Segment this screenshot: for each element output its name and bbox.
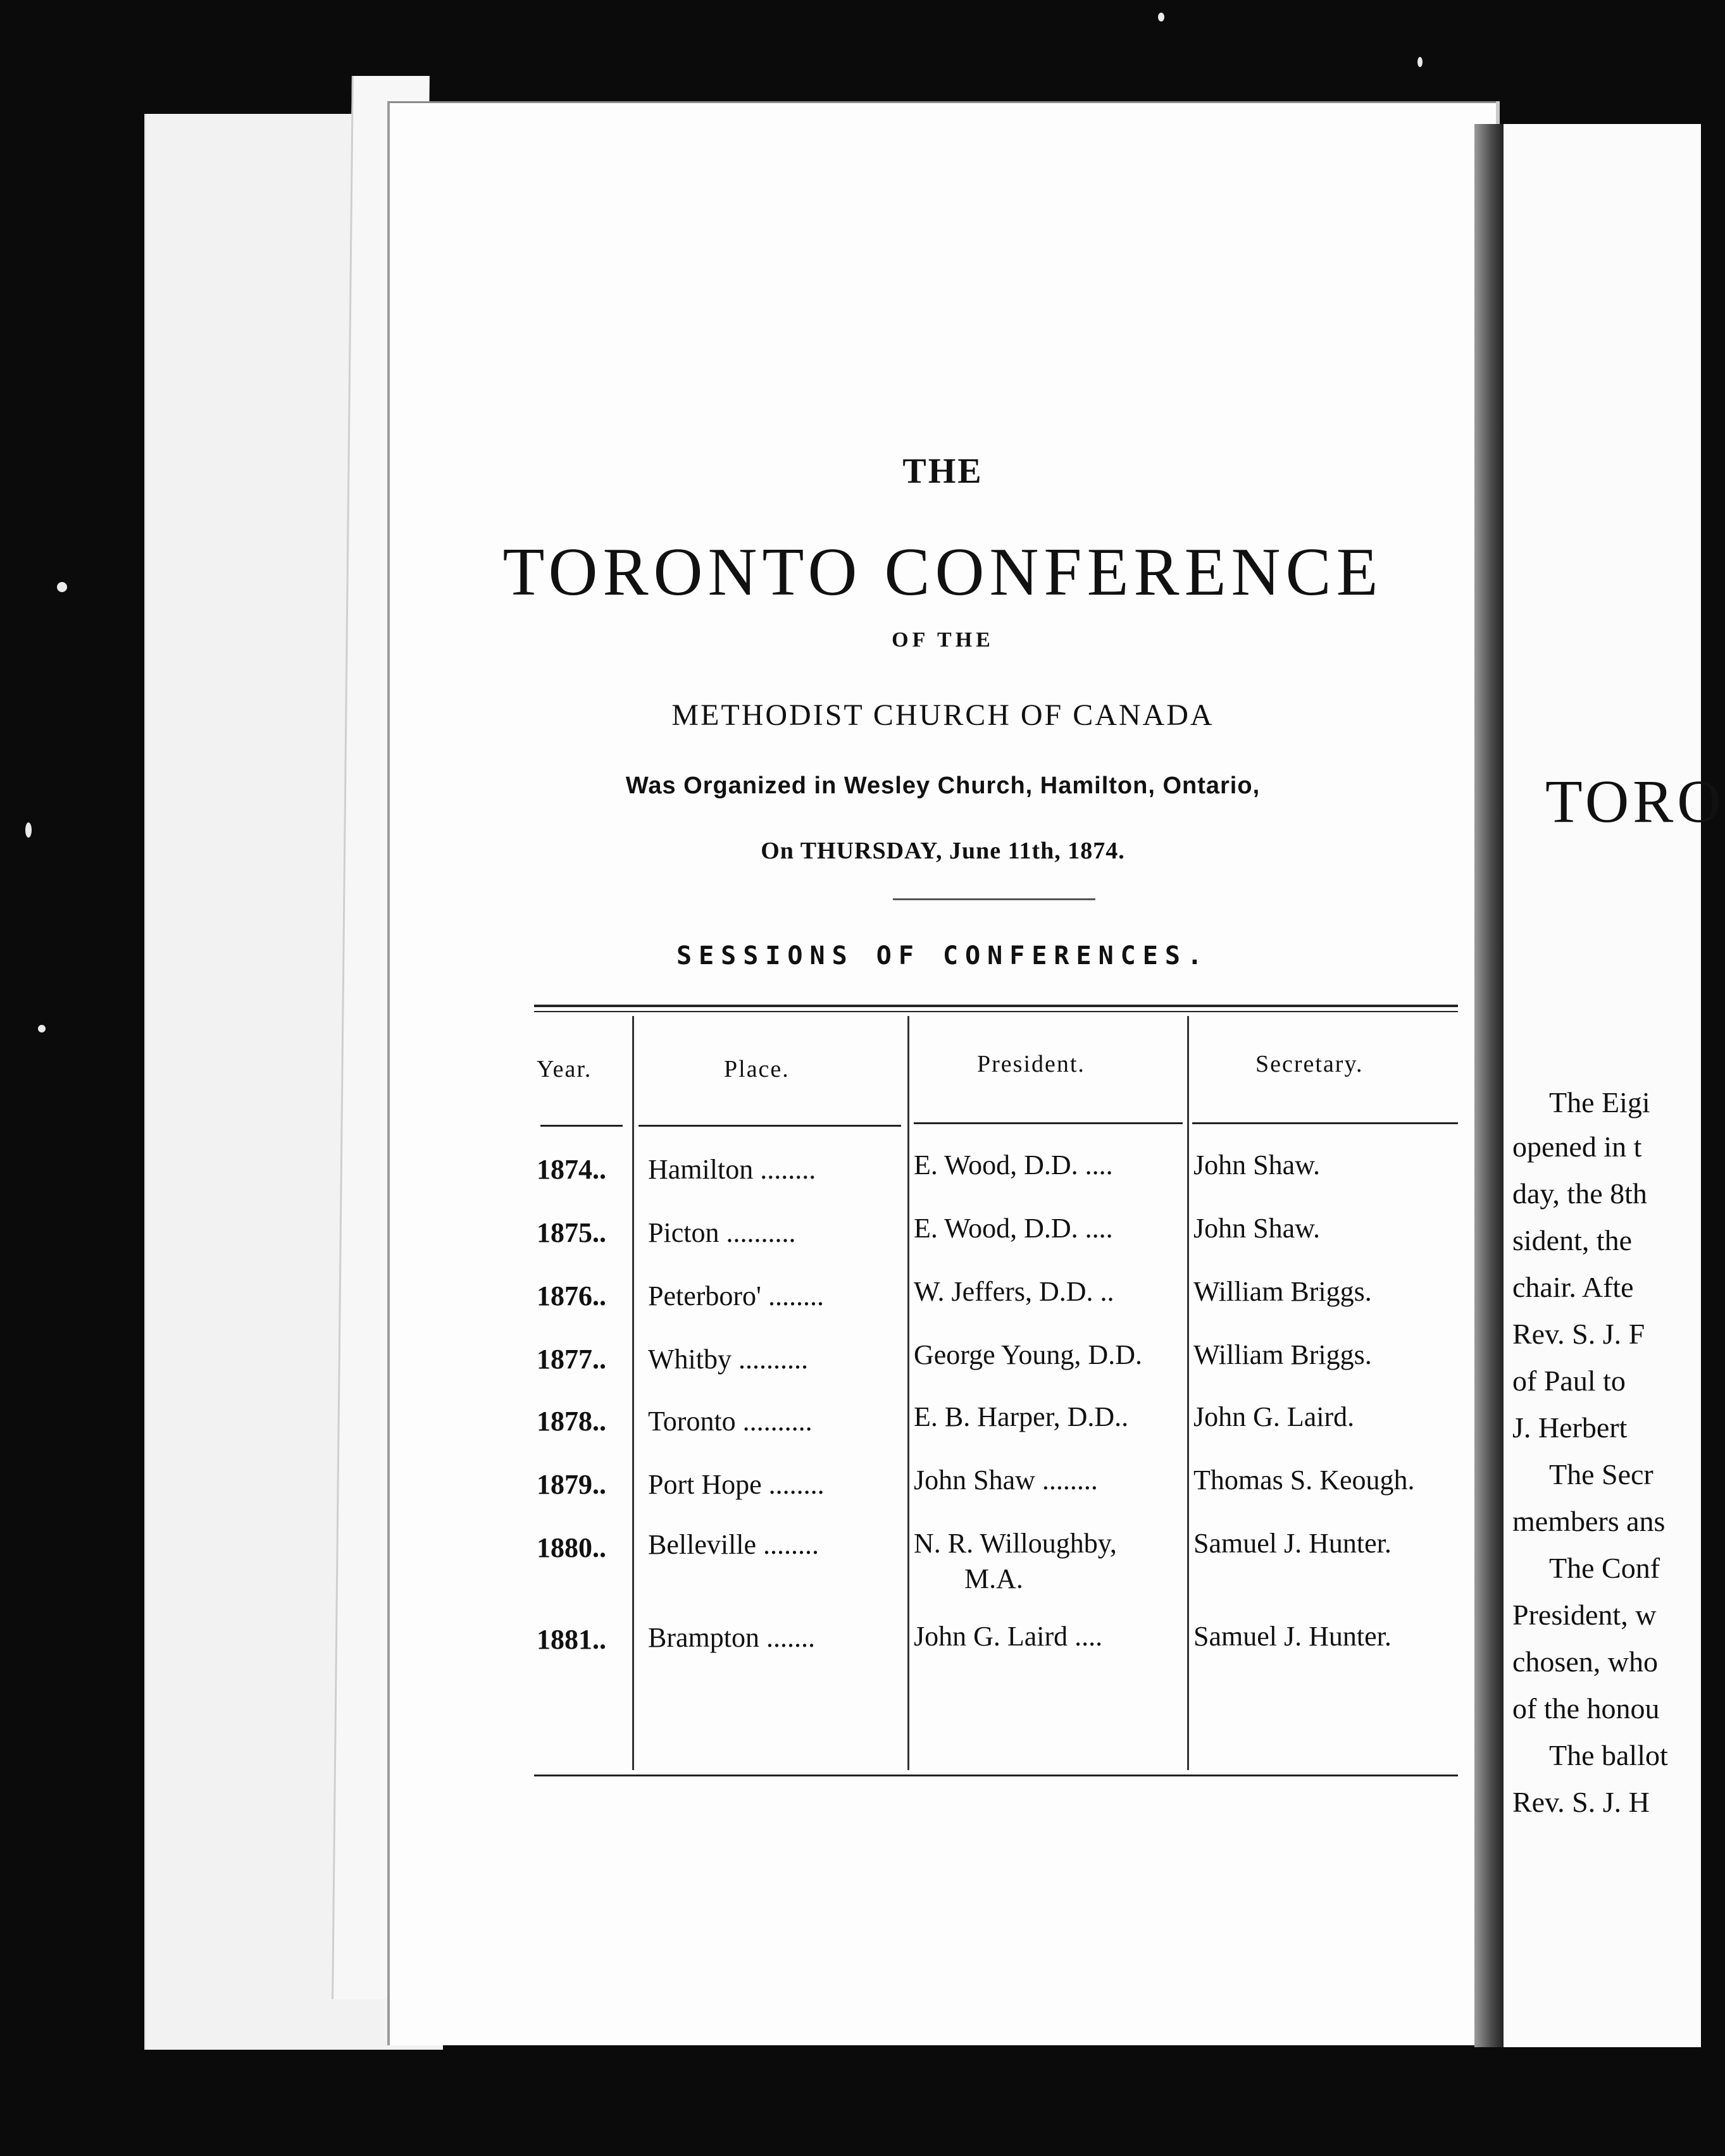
header-underline — [1192, 1122, 1458, 1124]
cell-year: 1881.. — [537, 1624, 606, 1655]
cell-place: Toronto .......... — [648, 1406, 813, 1437]
cell-year: 1879.. — [537, 1469, 606, 1500]
header-place: Place. — [724, 1056, 790, 1082]
header-year: Year. — [537, 1056, 592, 1082]
heading-the: THE — [902, 452, 983, 491]
cell-place: Hamilton ........ — [648, 1154, 816, 1185]
facing-page-line: The Eigi — [1549, 1086, 1650, 1118]
facing-page-line: Rev. S. J. F — [1512, 1318, 1645, 1350]
facing-page-title: TORO — [1545, 767, 1725, 835]
cell-place: Picton .......... — [648, 1217, 796, 1248]
column-divider — [907, 1016, 909, 1770]
sessions-table — [534, 1005, 1458, 1802]
divider — [893, 898, 1095, 900]
column-divider — [1187, 1016, 1189, 1770]
book-gutter — [1474, 124, 1504, 2047]
facing-page-line: of Paul to — [1512, 1365, 1626, 1397]
facing-page-line: Rev. S. J. H — [1512, 1786, 1650, 1818]
cell-president: E. B. Harper, D.D.. — [914, 1401, 1129, 1432]
cell-secretary: John G. Laird. — [1193, 1401, 1355, 1432]
cell-secretary: John Shaw. — [1193, 1213, 1321, 1244]
header-underline — [638, 1125, 901, 1127]
facing-page-line: sident, the — [1512, 1224, 1633, 1256]
cell-secretary: William Briggs. — [1193, 1276, 1372, 1307]
cell-president: John G. Laird .... — [914, 1621, 1103, 1652]
cell-year: 1875.. — [537, 1217, 606, 1248]
cell-president: E. Wood, D.D. .... — [914, 1213, 1113, 1244]
organized-line: Was Organized in Wesley Church, Hamilton, Ontario, — [625, 772, 1261, 799]
cell-place: Port Hope ........ — [648, 1469, 825, 1500]
facing-page-line: J. Herbert — [1512, 1411, 1628, 1444]
cell-year: 1880.. — [537, 1532, 606, 1563]
sessions-heading: SESSIONS OF CONFERENCES. — [676, 941, 1209, 970]
cell-president: George Young, D.D. — [914, 1339, 1142, 1370]
heading-church: METHODIST CHURCH OF CANADA — [671, 698, 1214, 732]
heading-of-the: OF THE — [892, 628, 994, 652]
header-underline — [914, 1122, 1183, 1124]
cell-president: E. Wood, D.D. .... — [914, 1149, 1113, 1180]
facing-page-line: day, the 8th — [1512, 1177, 1647, 1210]
facing-page-line: chair. Afte — [1512, 1271, 1634, 1303]
header-secretary: Secretary. — [1255, 1051, 1364, 1077]
header-president: President. — [977, 1051, 1085, 1077]
facing-page-line: of the honou — [1512, 1692, 1660, 1725]
cell-secretary: John Shaw. — [1193, 1149, 1321, 1180]
cell-year: 1877.. — [537, 1344, 606, 1375]
date-line: On THURSDAY, June 11th, 1874. — [761, 838, 1125, 864]
facing-page — [1504, 124, 1725, 2047]
header-underline — [540, 1125, 623, 1127]
cell-place: Whitby .......... — [648, 1344, 808, 1375]
facing-page-line: chosen, who — [1512, 1645, 1658, 1678]
cell-year: 1874.. — [537, 1154, 606, 1185]
cell-secretary: Samuel J. Hunter. — [1193, 1621, 1392, 1652]
cell-president-line2: M.A. — [964, 1563, 1023, 1594]
cell-president: John Shaw ........ — [914, 1465, 1098, 1496]
facing-page-line: President, w — [1512, 1599, 1657, 1631]
facing-page-line: members ans — [1512, 1505, 1666, 1537]
facing-page-line: The Conf — [1549, 1552, 1660, 1584]
cell-year: 1878.. — [537, 1406, 606, 1437]
cell-place: Peterboro' ........ — [648, 1280, 824, 1311]
cell-president: W. Jeffers, D.D. .. — [914, 1276, 1114, 1307]
scan-bottom-border — [0, 2050, 1701, 2156]
facing-page-line: The ballot — [1549, 1739, 1668, 1771]
facing-page-line: opened in t — [1512, 1131, 1642, 1163]
heading-title: TORONTO CONFERENCE — [502, 535, 1383, 610]
cell-secretary: Thomas S. Keough. — [1193, 1465, 1415, 1496]
cell-secretary: William Briggs. — [1193, 1339, 1372, 1370]
cell-president: N. R. Willoughby, — [914, 1528, 1117, 1559]
column-divider — [632, 1016, 634, 1770]
facing-page-line: The Secr — [1549, 1458, 1653, 1490]
table-top-rule-thin — [534, 1011, 1458, 1012]
table-top-rule — [534, 1005, 1458, 1007]
cell-year: 1876.. — [537, 1280, 606, 1311]
title-page — [387, 101, 1496, 2045]
cell-secretary: Samuel J. Hunter. — [1193, 1528, 1392, 1559]
table-bottom-rule — [534, 1775, 1458, 1776]
cell-place: Brampton ....... — [648, 1622, 815, 1653]
cell-place: Belleville ........ — [648, 1529, 819, 1560]
